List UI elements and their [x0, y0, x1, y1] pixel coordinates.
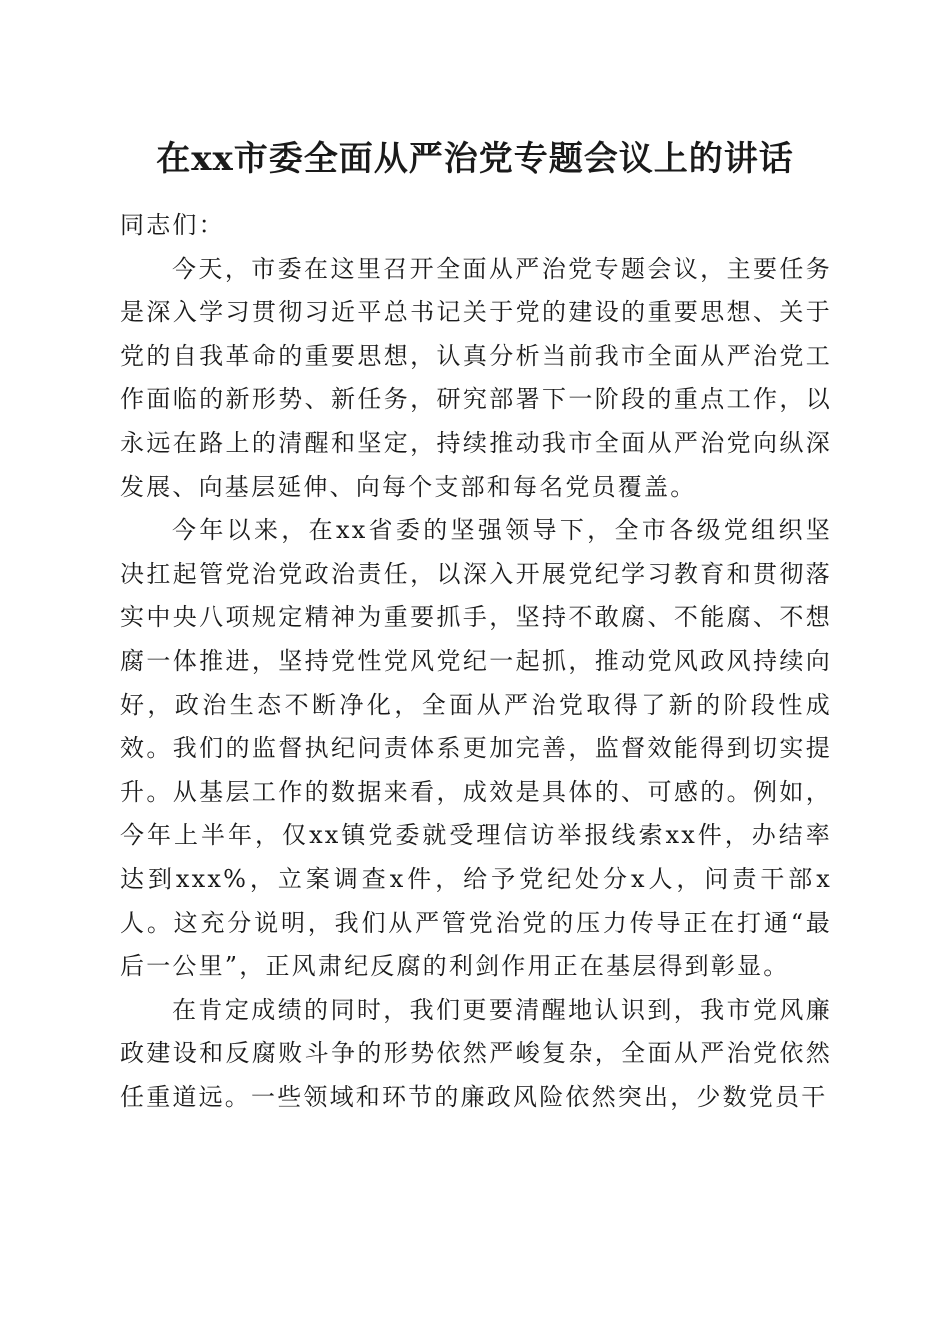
- document-title: 在xx市委全面从严治党专题会议上的讲话: [156, 139, 794, 179]
- paragraph-2: 今年以来，在xx省委的坚强领导下，全市各级党组织坚决扛起管党治党政治责任，以深入开展党纪学习教育和贯彻落实中央八项规定精神为重要抓手，坚持不敢腐、不能腐、不想腐一体推进，坚持党性党风党纪一起抓，推动党风政风持续向好，政治生态不断净化，全面从严治党取得了新的阶段性成效。我们的监督执纪问责体系更加完善，监督效能得到切实提升。从基层工作的数据来看，成效是具体的、可感的。例如，今年上半年，仅xx镇党委就受理信访举报线索xx件，办结率达到xxx%，立案调查x件，给予党纪处分x人，问责干部x人。这充分说明，我们从严管党治党的压力传导正在打通“最后一公里”，正风肃纪反腐的利剑作用正在基层得到彰显。: [120, 516, 832, 981]
- paragraph-3: 在肯定成绩的同时，我们更要清醒地认识到，我市党风廉政建设和反腐败斗争的形势依然严峻复杂，全面从严治党依然任重道远。一些领域和环节的廉政风险依然突出，少数党员干: [120, 995, 832, 1111]
- paragraph-1: 今天，市委在这里召开全面从严治党专题会议，主要任务是深入学习贯彻习近平总书记关于党的建设的重要思想、关于党的自我革命的重要思想，认真分析当前我市全面从严治党工作面临的新形势、新任务，研究部署下一阶段的重点工作，以永远在路上的清醒和坚定，持续推动我市全面从严治党向纵深发展、向基层延伸、向每个支部和每名党员覆盖。: [120, 254, 832, 501]
- document-body: [120, 204, 832, 1119]
- salutation: 同志们：: [120, 211, 225, 239]
